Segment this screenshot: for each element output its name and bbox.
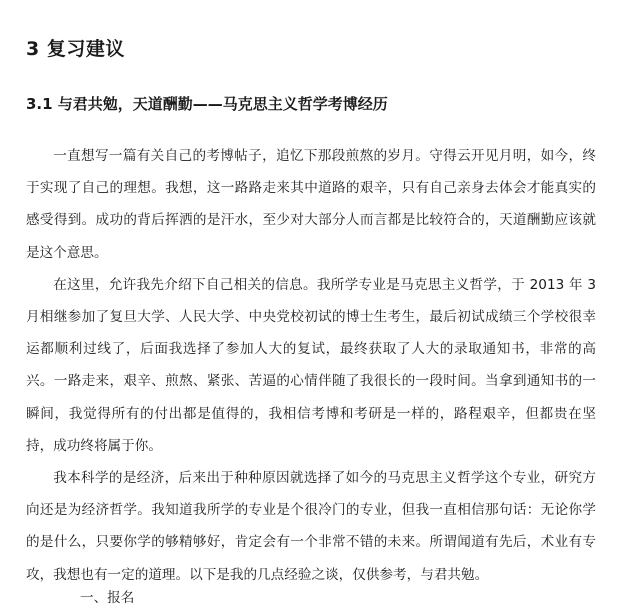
paragraph: 在这里，允许我先介绍下自己相关的信息。我所学专业是马克思主义哲学，于 2013 年 3 月相继参加了复旦大学、人民大学、中央党校初试的博士生考生，最后初试成绩三个学校很幸运都顺利过线了，后面我选择了参加人大的复试，最终获取了人大的录取通知书，非常的高兴。一路走来，艰辛、煎熬、紧张、苦逼的心情伴随了我很长的一段时间。当拿到通知书的一瞬间，我觉得所有的付出都是值得的，我相信考博和考研是一样的，路程艰辛，但都贵在坚持，成功终将属于你。 (26, 276, 596, 454)
body-text (26, 140, 596, 591)
cut-off-line: 一、报名 (80, 590, 135, 606)
section-heading: 3 复习建议 (26, 38, 125, 60)
subsection-heading: 3.1 与君共勉，天道酬勤——马克思主义哲学考博经历 (26, 95, 388, 113)
paragraph: 一直想写一篇有关自己的考博帖子，追忆下那段煎熬的岁月。守得云开见月明，如今，终于实现了自己的理想。我想，这一路路走来其中道路的艰辛，只有自己亲身去体会才能真实的感受得到。成功的背后挥洒的是汗水，至少对大部分人而言都是比较符合的，天道酬勤应该就是这个意思。 (26, 148, 596, 261)
paragraph: 我本科学的是经济，后来出于种种原因就选择了如今的马克思主义哲学这个专业，研究方向还是为经济哲学。我知道我所学的专业是个很冷门的专业，但我一直相信那句话：无论你学的是什么，只要你学的够精够好，肯定会有一个非常不错的未来。所谓闻道有先后，术业有专攻，我想也有一定的道理。以下是我的几点经验之谈，仅供参考，与君共勉。 (26, 470, 596, 583)
